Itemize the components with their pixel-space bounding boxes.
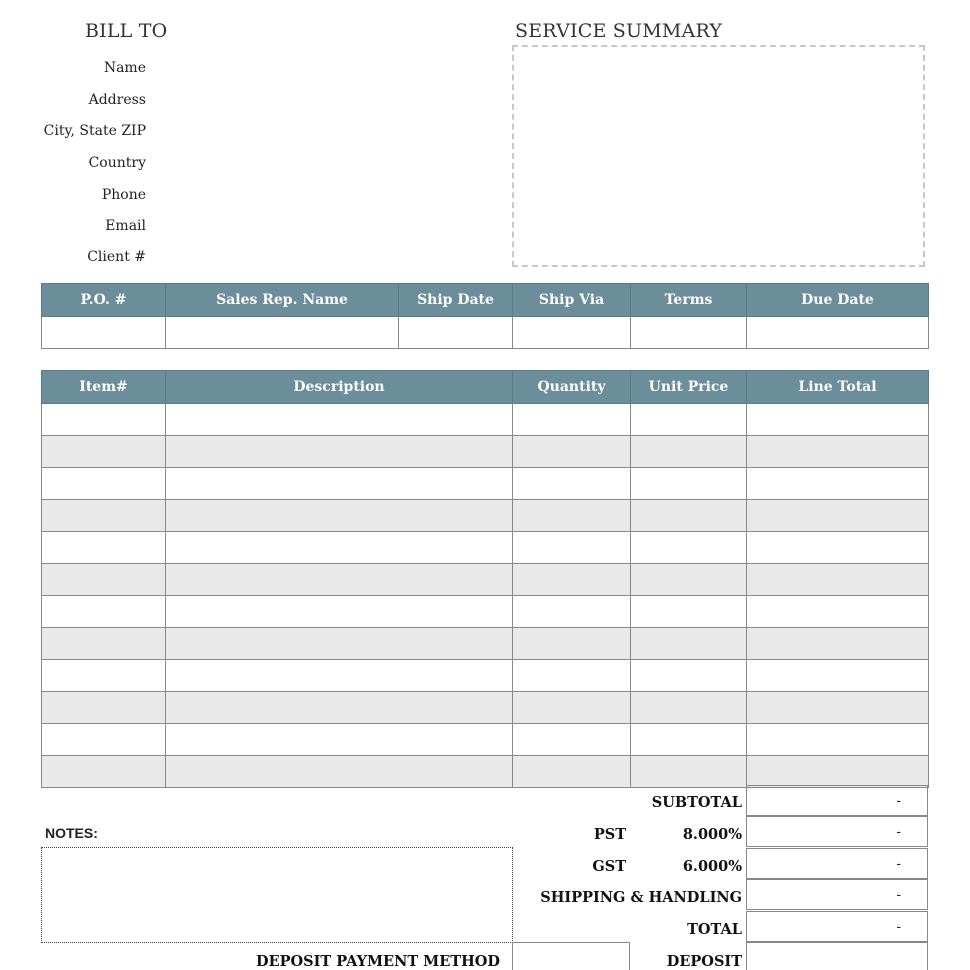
item-cell[interactable] [42, 500, 166, 532]
unit-price-cell[interactable] [631, 660, 747, 692]
due-date-cell[interactable] [747, 317, 929, 349]
ship-via-cell[interactable] [513, 317, 631, 349]
line-total-cell[interactable] [747, 436, 929, 468]
service-summary-title: SERVICE SUMMARY [515, 20, 723, 42]
description-cell[interactable] [166, 692, 513, 724]
ship-date-header: Ship Date [399, 284, 513, 317]
line-total-cell[interactable] [747, 596, 929, 628]
gst-value: - [896, 855, 901, 871]
terms-cell[interactable] [631, 317, 747, 349]
sales-rep-header: Sales Rep. Name [166, 284, 399, 317]
country-label: Country [88, 155, 146, 171]
table-row [42, 692, 929, 724]
unit-price-header: Unit Price [631, 371, 747, 404]
quantity-cell[interactable] [513, 660, 631, 692]
description-cell[interactable] [166, 404, 513, 436]
email-label: Email [105, 218, 146, 234]
shipping-handling-value: - [896, 886, 901, 902]
item-cell[interactable] [42, 564, 166, 596]
deposit-label: DEPOSIT [666, 953, 742, 970]
pst-rate: 8.000% [682, 826, 742, 843]
description-cell[interactable] [166, 500, 513, 532]
description-header: Description [166, 371, 513, 404]
line-total-cell[interactable] [747, 756, 929, 788]
description-cell[interactable] [166, 564, 513, 596]
sales-rep-cell[interactable] [166, 317, 399, 349]
table-row [42, 468, 929, 500]
unit-price-cell[interactable] [631, 756, 747, 788]
table-row [42, 436, 929, 468]
quantity-cell[interactable] [513, 692, 631, 724]
quantity-cell[interactable] [513, 500, 631, 532]
line-total-cell[interactable] [747, 468, 929, 500]
table-row [42, 628, 929, 660]
item-cell[interactable] [42, 660, 166, 692]
line-total-header: Line Total [747, 371, 929, 404]
items-table [41, 370, 929, 788]
quantity-cell[interactable] [513, 468, 631, 500]
deposit-cell[interactable] [746, 942, 928, 970]
item-cell[interactable] [42, 756, 166, 788]
deposit-payment-method-label: DEPOSIT PAYMENT METHOD [256, 953, 500, 970]
table-row [42, 724, 929, 756]
total-value: - [896, 918, 901, 934]
description-cell[interactable] [166, 628, 513, 660]
order-info-table [41, 283, 929, 349]
po-number-cell[interactable] [42, 317, 166, 349]
name-label: Name [103, 60, 146, 76]
table-row [42, 596, 929, 628]
unit-price-cell[interactable] [631, 532, 747, 564]
gst-rate: 6.000% [682, 858, 742, 875]
phone-label: Phone [101, 187, 146, 203]
gst-cell [746, 848, 928, 879]
table-row [42, 532, 929, 564]
gst-label: GST [592, 858, 626, 875]
pst-cell [746, 816, 928, 847]
line-total-cell[interactable] [747, 532, 929, 564]
line-total-cell[interactable] [747, 724, 929, 756]
line-total-cell[interactable] [747, 660, 929, 692]
unit-price-cell[interactable] [631, 628, 747, 660]
line-total-cell[interactable] [747, 692, 929, 724]
due-date-header: Due Date [747, 284, 929, 317]
notes-label: NOTES: [45, 825, 98, 841]
total-label: TOTAL [687, 921, 742, 938]
quantity-cell[interactable] [513, 724, 631, 756]
description-cell[interactable] [166, 532, 513, 564]
deposit-payment-method-cell[interactable] [512, 942, 630, 970]
bill-to-title: BILL TO [85, 20, 168, 42]
subtotal-value: - [896, 792, 901, 808]
description-cell[interactable] [166, 756, 513, 788]
line-total-cell[interactable] [747, 628, 929, 660]
item-cell[interactable] [42, 436, 166, 468]
description-cell[interactable] [166, 724, 513, 756]
quantity-cell[interactable] [513, 532, 631, 564]
ship-date-cell[interactable] [399, 317, 513, 349]
item-cell[interactable] [42, 404, 166, 436]
client-number-label: Client # [87, 249, 146, 265]
item-number-header: Item# [42, 371, 166, 404]
item-cell[interactable] [42, 628, 166, 660]
table-row [42, 756, 929, 788]
city-state-zip-label: City, State ZIP [43, 123, 146, 139]
quantity-cell[interactable] [513, 404, 631, 436]
line-total-cell[interactable] [747, 500, 929, 532]
pst-value: - [896, 823, 901, 839]
ship-via-header: Ship Via [513, 284, 631, 317]
line-total-cell[interactable] [747, 564, 929, 596]
unit-price-cell[interactable] [631, 692, 747, 724]
unit-price-cell[interactable] [631, 500, 747, 532]
shipping-handling-label: SHIPPING & HANDLING [540, 889, 742, 906]
service-summary-box[interactable] [512, 45, 925, 267]
item-cell[interactable] [42, 692, 166, 724]
item-cell[interactable] [42, 468, 166, 500]
table-row [42, 404, 929, 436]
notes-box[interactable] [41, 847, 513, 943]
total-cell [746, 911, 928, 942]
subtotal-cell [746, 785, 928, 816]
quantity-cell[interactable] [513, 756, 631, 788]
quantity-cell[interactable] [513, 628, 631, 660]
unit-price-cell[interactable] [631, 596, 747, 628]
table-row [42, 660, 929, 692]
table-row [42, 564, 929, 596]
pst-label: PST [593, 826, 626, 843]
item-cell[interactable] [42, 596, 166, 628]
unit-price-cell[interactable] [631, 724, 747, 756]
description-cell[interactable] [166, 436, 513, 468]
item-cell[interactable] [42, 724, 166, 756]
unit-price-cell[interactable] [631, 468, 747, 500]
quantity-cell[interactable] [513, 436, 631, 468]
subtotal-label: SUBTOTAL [651, 794, 742, 811]
description-cell[interactable] [166, 660, 513, 692]
line-total-cell[interactable] [747, 404, 929, 436]
po-number-header: P.O. # [42, 284, 166, 317]
terms-header: Terms [631, 284, 747, 317]
address-label: Address [88, 92, 146, 108]
description-cell[interactable] [166, 596, 513, 628]
item-cell[interactable] [42, 532, 166, 564]
unit-price-cell[interactable] [631, 436, 747, 468]
unit-price-cell[interactable] [631, 564, 747, 596]
description-cell[interactable] [166, 468, 513, 500]
quantity-cell[interactable] [513, 564, 631, 596]
quantity-header: Quantity [513, 371, 631, 404]
shipping-handling-cell[interactable] [746, 879, 928, 910]
quantity-cell[interactable] [513, 596, 631, 628]
table-row [42, 500, 929, 532]
unit-price-cell[interactable] [631, 404, 747, 436]
